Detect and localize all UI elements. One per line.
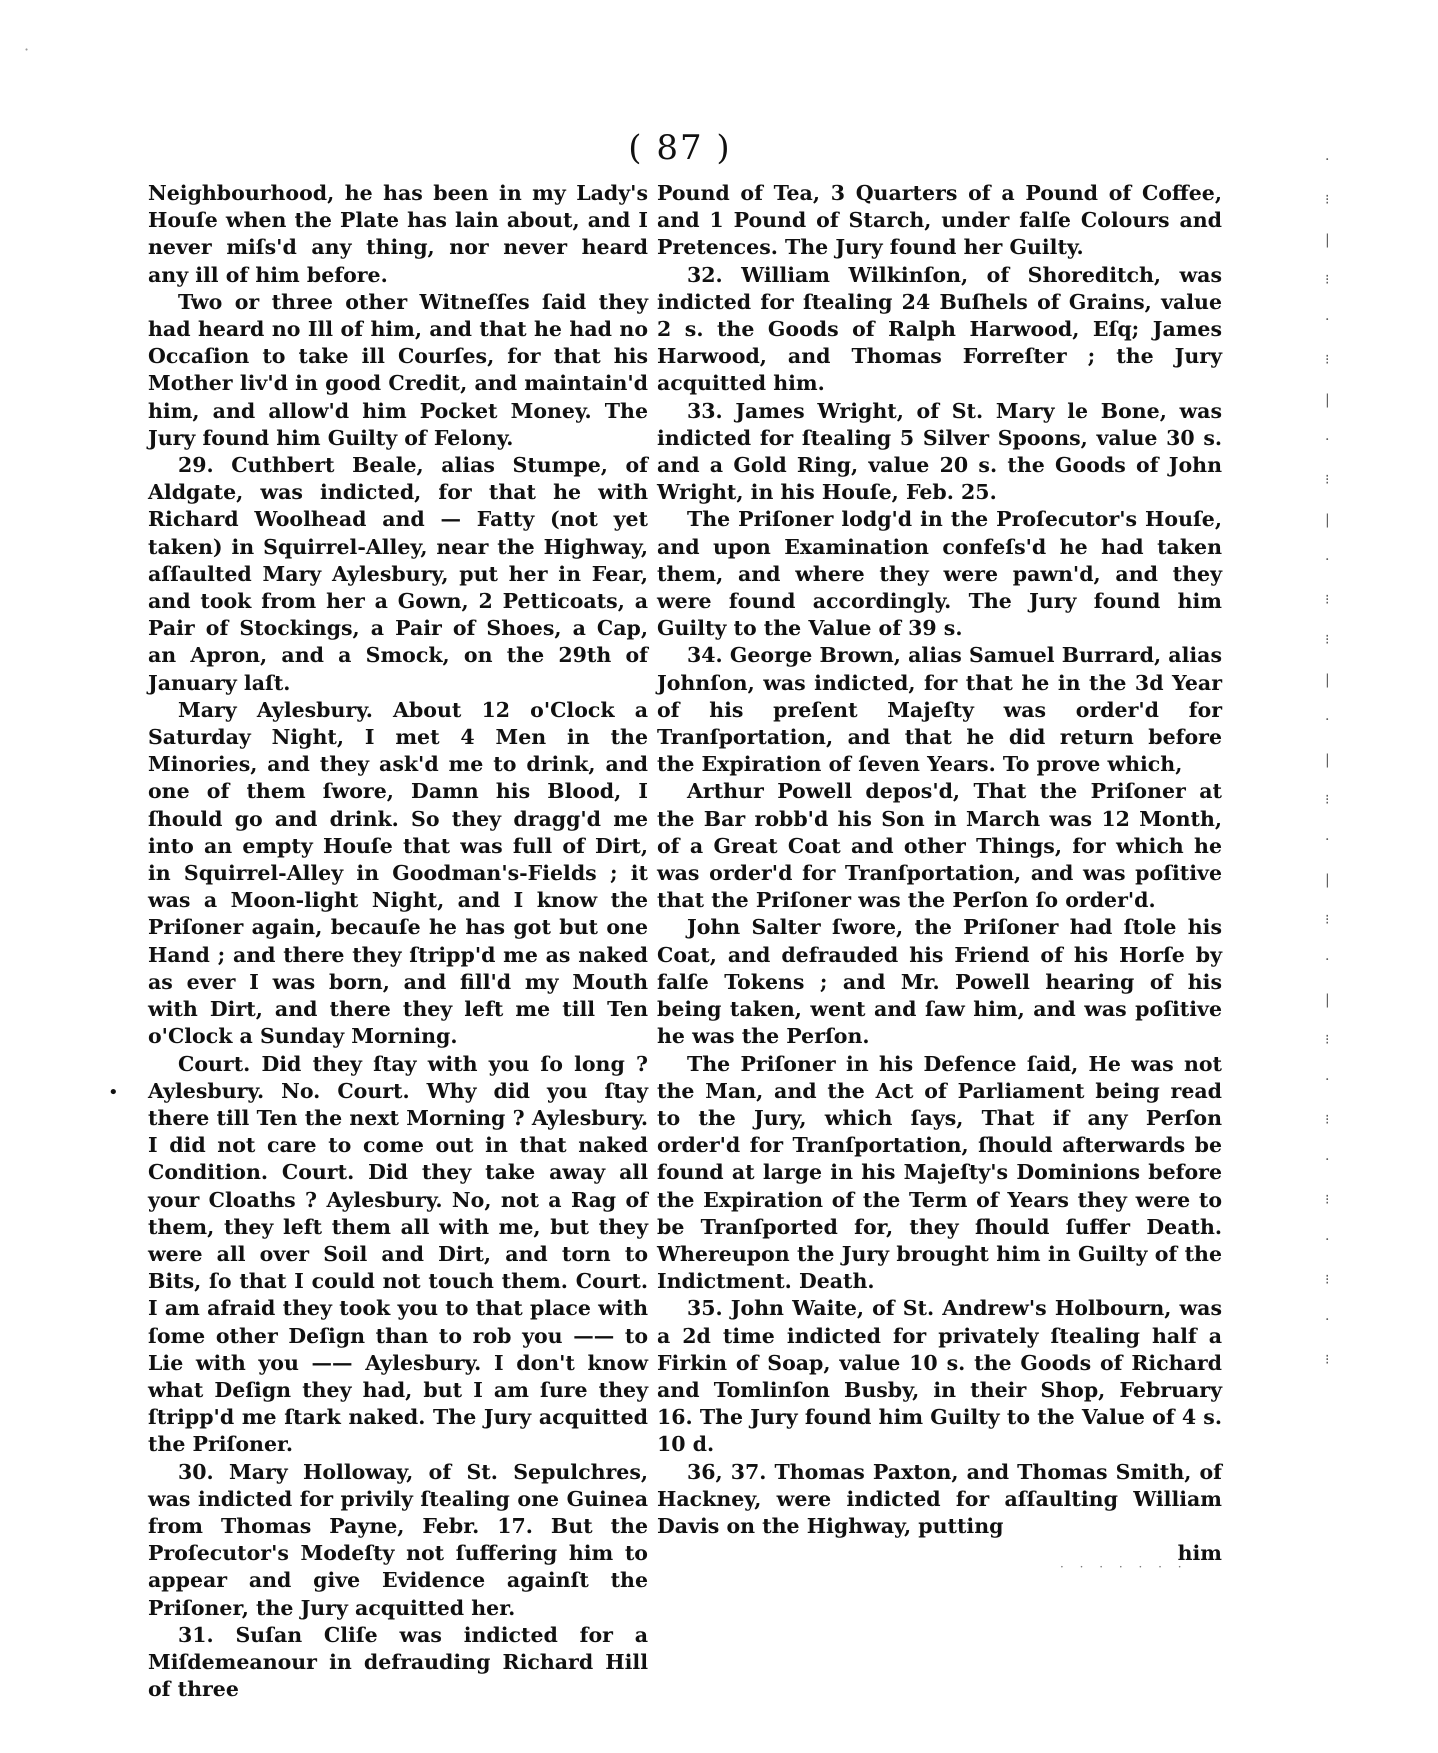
paragraph: Two or three other Witneſſes ſaid they had heard no Ill of him, and that he had no Occaſion to take ill Courſes, for that his Mother liv'd in good Credit, and maintain'd him, and allow'd him Pocket Money. The Jury found him Guilty of Felony. <box>148 289 648 450</box>
right-column <box>657 180 1222 1567</box>
paragraph: The Priſoner in his Defence ſaid, He was not the Man, and the Act of Parliament being read to the Jury, which ſays, That if any Perſon order'd for Tranſportation, ſhould afterwards be found at large in his Majeſty's Dominions before the Expiration of the Term of Years they were to be Tranſported for, they ſhould ſuffer Death. Whereupon the Jury brought him in Guilty of the Indictment. Death. <box>657 1051 1222 1294</box>
scan-corner-mark: · <box>24 40 30 59</box>
paragraph: 34. George Brown, alias Samuel Burrard, alias Johnſon, was indicted, for that he in the 3d Year of his preſent Majeſty was order'd for Tranſportation, and that he did return before the Expiration of ſeven Years. To prove which, <box>657 643 1222 777</box>
paragraph: Court. Did they ſtay with you ſo long ? Aylesbury. No. Court. Why did you ſtay there till Ten the next Morning ? Aylesbury. I did not care to come out in that naked Condition. Court. Did they take away all your Cloaths ? Aylesbury. No, not a Rag of them, they left them all with me, but they were all over Soil and Dirt, and torn to Bits, ſo that I could not touch them. Court. I am afraid they took you to that place with ſome other Deſign than to rob you —— to Lie with you —— Aylesbury. I don't know what Deſign they had, but I am ſure they ſtripp'd me ſtark naked. The Jury acquitted the Priſoner. <box>148 1051 648 1457</box>
paragraph: Arthur Powell depos'd, That the Priſoner at the Bar robb'd his Son in March was 12 Month, of a Great Coat and other Things, for which he was order'd for Tranſportation, and was poſitive that the Priſoner was the Perſon ſo order'd. <box>657 779 1222 913</box>
scan-dot-line: · · · · · · · <box>1060 1560 1188 1574</box>
paragraph: 36, 37. Thomas Paxton, and Thomas Smith, of Hackney, were indicted for aſſaulting William Davis on the Highway, putting <box>657 1459 1222 1538</box>
paragraph: 31. Suſan Cliſe was indicted for a Miſdemeanour in defrauding Richard Hill of three <box>148 1622 648 1702</box>
paragraph: him <box>1177 1541 1222 1566</box>
left-column <box>148 180 648 1703</box>
paragraph: Pound of Tea, 3 Quarters of a Pound of Coffee, and 1 Pound of Starch, under falſe Colours and Pretences. The Jury found her Guilty. <box>657 181 1222 260</box>
paragraph: 32. William Wilkinſon, of Shoreditch, was indicted for ſtealing 24 Buſhels of Grains, value 2 s. the Goods of Ralph Harwood, Eſq; James Harwood, and Thomas Forreſter ; the Jury acquitted him. <box>657 262 1222 396</box>
paragraph: Neighbourhood, he has been in my Lady's Houſe when the Plate has lain about, and I never miſs'd any thing, nor never heard any ill of him before. <box>148 181 648 287</box>
paragraph: John Salter ſwore, the Priſoner had ſtole his Coat, and defrauded his Friend of his Horſe by falſe Tokens ; and Mr. Powell hearing of his being taken, went and ſaw him, and was poſitive he was the Perſon. <box>657 915 1222 1049</box>
paragraph: 30. Mary Holloway, of St. Sepulchres, was indicted for privily ſtealing one Guinea from Thomas Payne, Febr. 17. But the Proſecutor's Modeſty not ſuffering him to appear and give Evidence againſt the Priſoner, the Jury acquitted her. <box>148 1459 648 1620</box>
scan-edge-marks: · ⁝ | ⁝ · ⁝ | · ⁝ | · ⁝ ⁝ | · | ⁝ · | ⁝ · | ⁝ · ⁝ · ⁝ · ⁝ · ⁝ <box>1325 152 1330 1368</box>
paragraph: The Priſoner lodg'd in the Proſecutor's Houſe, and upon Examination confeſs'd he had taken them, and where they were pawn'd, and they were found accordingly. The Jury found him Guilty to the Value of 39 s. <box>657 507 1222 641</box>
page-number: ( 87 ) <box>628 128 732 168</box>
paragraph: 33. James Wright, of St. Mary le Bone, was indicted for ſtealing 5 Silver Spoons, value 30 s. and a Gold Ring, value 20 s. the Goods of John Wright, in his Houſe, Feb. 25. <box>657 398 1222 505</box>
paragraph: Mary Aylesbury. About 12 o'Clock a Saturday Night, I met 4 Men in the Minories, and they ask'd me to drink, and one of them ſwore, Damn his Blood, I ſhould go and drink. So they dragg'd me into an empty Houſe that was full of Dirt, in Squirrel-Alley in Goodman's-Fields ; it was a Moon-light Night, and I know the Priſoner again, becauſe he has got but one Hand ; and there they ſtripp'd me as naked as ever I was born, and fill'd my Mouth with Dirt, and there they left me till Ten o'Clock a Sunday Morning. <box>148 697 648 1049</box>
paragraph: 29. Cuthbert Beale, alias Stumpe, of Aldgate, was indicted, for that he with Richard Woolhead and — Fatty (not yet taken) in Squirrel-Alley, near the Highway, aſſaulted Mary Aylesbury, put her in Fear, and took from her a Gown, 2 Petticoats, a Pair of Stockings, a Pair of Shoes, a Cap, an Apron, and a Smock, on the 29th of January laſt. <box>148 453 648 695</box>
paragraph: 35. John Waite, of St. Andrew's Holbourn, was a 2d time indicted for privately ſtealing half a Firkin of Soap, value 10 s. the Goods of Richard and Tomlinſon Busby, in their Shop, February 16. The Jury found him Guilty to the Value of 4 s. 10 d. <box>657 1296 1222 1457</box>
margin-bullet-mark: • <box>108 1082 119 1103</box>
